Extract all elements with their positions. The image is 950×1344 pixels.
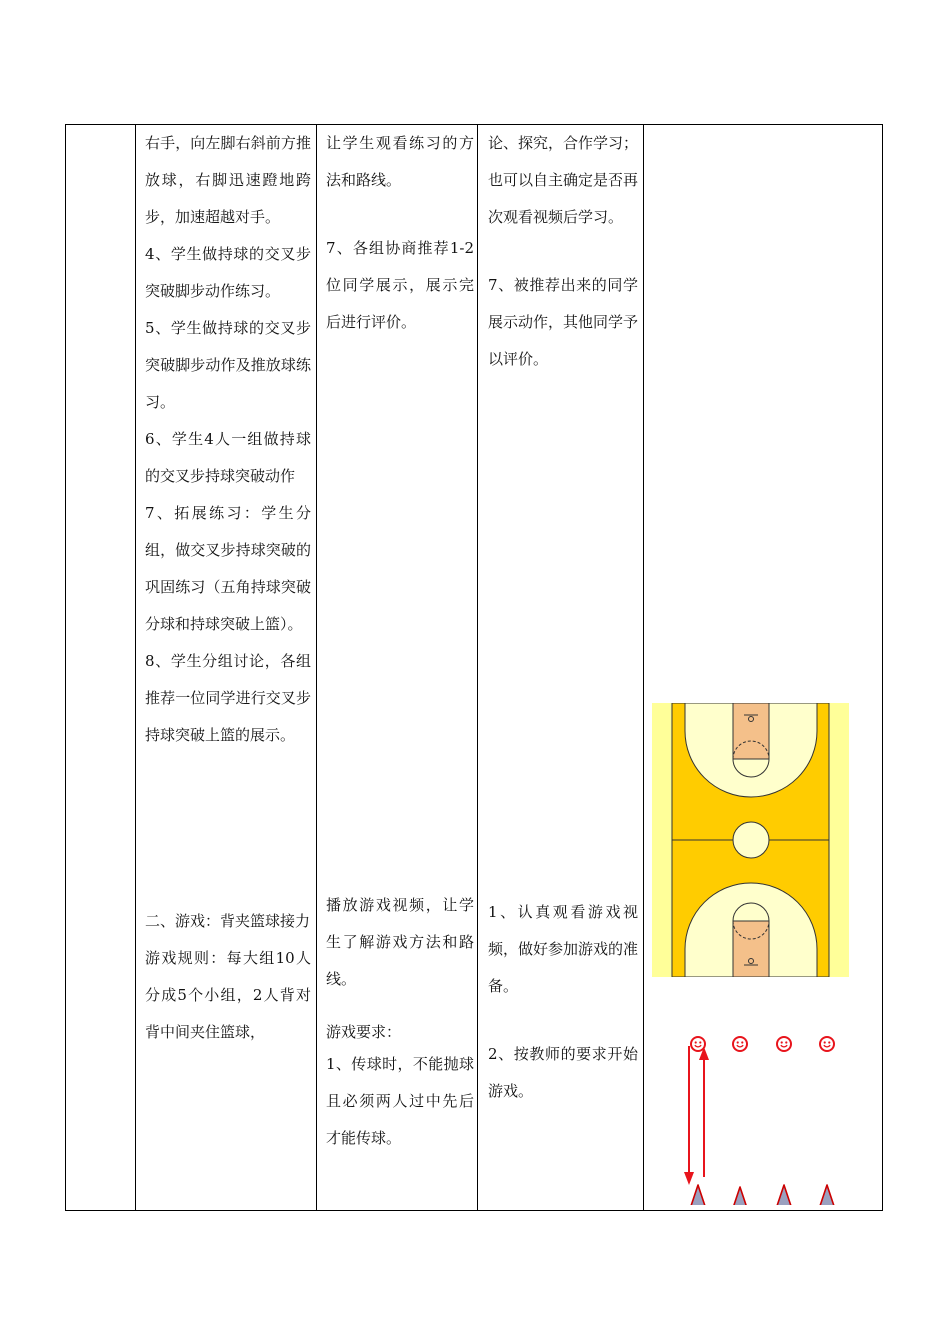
column-divider xyxy=(135,125,136,1210)
requirements-label: 游戏要求： xyxy=(326,1023,402,1041)
relay-game-diagram xyxy=(674,1025,844,1205)
center-circle xyxy=(733,822,769,858)
student-line: 2、按教师的要求开始游戏。 xyxy=(488,1045,638,1100)
key-top xyxy=(733,703,769,759)
player-2-icon xyxy=(732,1036,748,1052)
content-line: 4、学生做持球的交叉步突破脚步动作练习。 xyxy=(145,245,311,300)
teacher-line: 让学生观看练习的方法和路线。 xyxy=(326,134,474,189)
content-column xyxy=(145,125,311,1051)
requirement-line: 1、传球时，不能抛球且必须两人过中先后才能传球。 xyxy=(326,1055,474,1147)
column-divider xyxy=(643,125,644,1210)
content-line: 6、学生4人一组做持球的交叉步持球突破动作 xyxy=(145,430,311,485)
student-line: 7、被推荐出来的同学展示动作，其他同学予以评价。 xyxy=(488,276,639,368)
cone-2-icon xyxy=(733,1187,747,1205)
cone-4-icon xyxy=(820,1185,834,1205)
content-line: 5、学生做持球的交叉步突破脚步动作及推放球练习。 xyxy=(145,319,311,411)
teacher-line: 7、各组协商推荐1-2位同学展示，展示完后进行评价。 xyxy=(326,239,474,331)
game-rules: 游戏规则：每大组10人分成5个小组，2人背对背中间夹住篮球， xyxy=(145,949,311,1041)
player-4-icon xyxy=(819,1036,835,1052)
column-divider xyxy=(477,125,478,1210)
lesson-table xyxy=(65,124,883,1211)
content-line: 7、拓展练习：学生分组，做交叉步持球突破的巩固练习（五角持球突破分球和持球突破上篮）。 xyxy=(145,504,311,633)
basketball-court-diagram xyxy=(652,703,849,977)
column-divider xyxy=(316,125,317,1210)
student-line: 1、认真观看游戏视频，做好参加游戏的准备。 xyxy=(488,903,639,995)
teacher-line: 播放游戏视频，让学生了解游戏方法和路线。 xyxy=(326,896,474,988)
arrow-head-down xyxy=(684,1172,694,1185)
cone-1-icon xyxy=(691,1185,705,1205)
teacher-column xyxy=(326,125,474,1157)
student-line: 论、探究，合作学习；也可以自主确定是否再次观看视频后学习。 xyxy=(488,134,639,226)
student-column xyxy=(488,125,638,1110)
player-3-icon xyxy=(776,1036,792,1052)
key-bottom xyxy=(733,921,769,977)
content-line: 8、学生分组讨论，各组推荐一位同学进行交叉步持球突破上篮的展示。 xyxy=(145,652,311,744)
game-title: 二、游戏：背夹篮球接力 xyxy=(145,912,311,930)
content-line: 右手，向左脚右斜前方推放球，右脚迅速蹬地跨步，加速超越对手。 xyxy=(145,134,311,226)
cone-3-icon xyxy=(777,1185,791,1205)
